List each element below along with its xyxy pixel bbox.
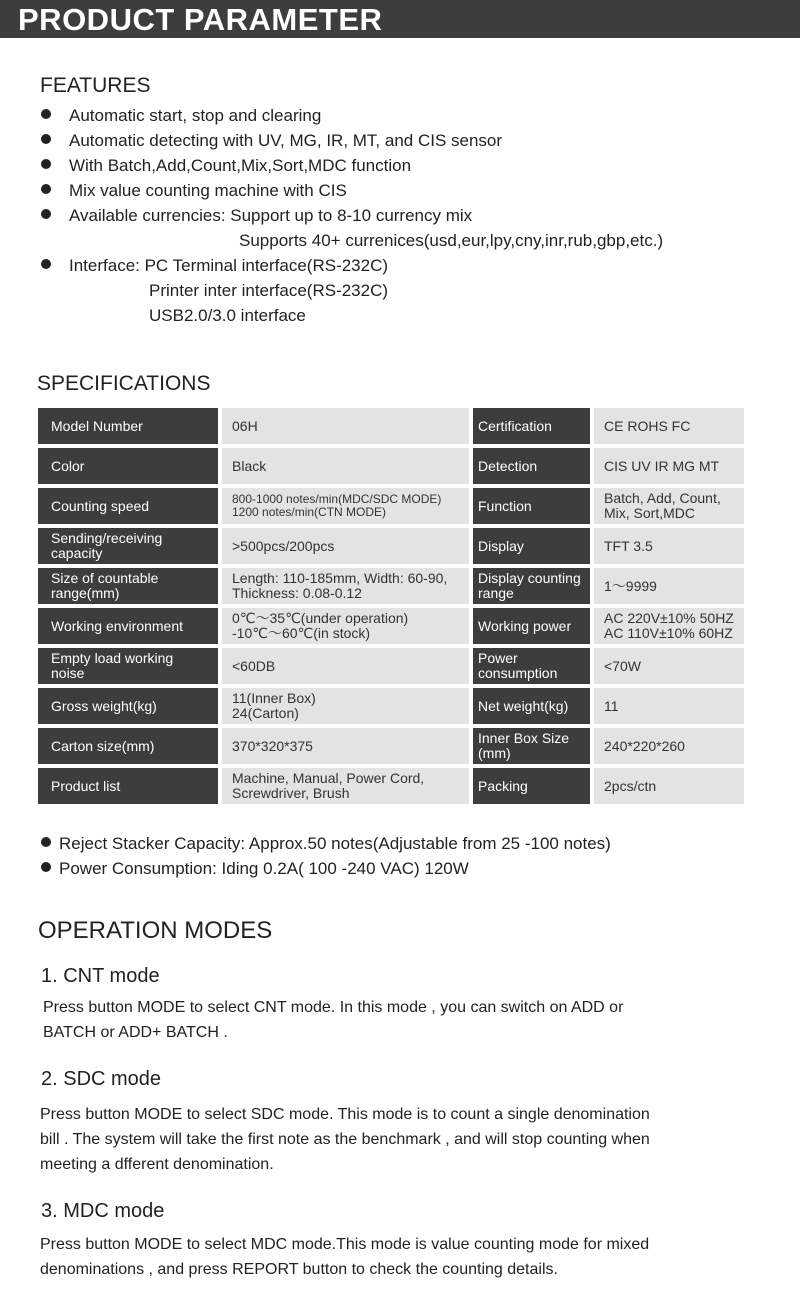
mode-title: 2. SDC mode — [41, 1068, 162, 1090]
mode-description-line: Press button MODE to select CNT mode. In this mode , you can switch on ADD or — [43, 999, 624, 1016]
feature-text: Printer inter interface(RS-232C) — [149, 281, 389, 300]
spec-label-text: Detection — [478, 457, 538, 474]
spec-label-text: Packing — [478, 777, 528, 794]
bullet-icon — [41, 837, 51, 847]
spec-value-text: Length: 110-185mm, Width: 60-90, Thickness: 0.08-0.12 — [232, 570, 448, 601]
spec-value-text: TFT 3.5 — [604, 537, 653, 554]
spec-value — [594, 688, 744, 724]
spec-label — [473, 528, 590, 564]
spec-label-text: Size of countable range(mm) — [51, 570, 159, 601]
feature-text: Interface: PC Terminal interface(RS-232C) — [69, 256, 389, 275]
header-banner — [0, 0, 800, 38]
spec-label — [473, 408, 590, 444]
bullet-icon — [41, 259, 51, 269]
spec-value — [594, 408, 744, 444]
spec-label — [473, 728, 590, 764]
spec-value — [594, 728, 744, 764]
mode-title: 3. MDC mode — [41, 1200, 165, 1222]
spec-label-text: Working power — [478, 617, 572, 634]
spec-label — [38, 568, 218, 604]
spec-label-text: Net weight(kg) — [478, 697, 569, 714]
feature-text: USB2.0/3.0 interface — [149, 306, 306, 325]
mode-description — [40, 1232, 649, 1282]
spec-label — [473, 448, 590, 484]
spec-label-text: Power consumption — [478, 650, 558, 681]
mode-description-line: Press button MODE to select MDC mode.This mode is value counting mode for mixed — [40, 1236, 650, 1253]
spec-label — [473, 688, 590, 724]
spec-value-text: 06H — [232, 417, 258, 434]
spec-value — [222, 568, 469, 604]
spec-label-text: Working environment — [51, 617, 184, 634]
spec-value — [222, 648, 469, 684]
spec-value-text: CE ROHS FC — [604, 417, 691, 434]
spec-value — [594, 448, 744, 484]
features-heading: FEATURES — [40, 74, 151, 97]
spec-label-text: Product list — [51, 777, 121, 794]
spec-label — [38, 648, 218, 684]
spec-value-text: 1～9999 — [604, 577, 657, 594]
spec-label-text: Certification — [478, 417, 552, 434]
spec-value-text: Batch, Add, Count, Mix, Sort,MDC — [604, 490, 721, 521]
spec-value — [222, 728, 469, 764]
spec-value — [222, 688, 469, 724]
bullet-icon — [41, 862, 51, 872]
spec-label — [38, 408, 218, 444]
spec-note-text: Power Consumption: Iding 0.2A( 100 -240 VAC) 120W — [59, 859, 469, 878]
spec-label — [38, 728, 218, 764]
bullet-icon — [41, 159, 51, 169]
spec-label-text: Inner Box Size (mm) — [478, 730, 570, 761]
spec-label — [38, 608, 218, 644]
spec-label — [473, 488, 590, 524]
feature-text: Automatic start, stop and clearing — [69, 106, 322, 125]
spec-label-text: Display — [478, 537, 524, 554]
spec-value — [594, 648, 744, 684]
spec-label-text: Display counting range — [478, 570, 581, 601]
spec-value-text: AC 220V±10% 50HZ AC 110V±10% 60HZ — [604, 610, 734, 641]
spec-value-text: 240*220*260 — [604, 737, 685, 754]
operation-modes-heading: OPERATION MODES — [38, 917, 273, 944]
spec-label-text: Model Number — [51, 417, 143, 434]
page-title: PRODUCT PARAMETER — [18, 2, 383, 37]
spec-value — [222, 768, 469, 804]
spec-label-text: Gross weight(kg) — [51, 697, 157, 714]
spec-label-text: Sending/receiving capacity — [51, 530, 163, 561]
mode-description — [40, 1102, 650, 1177]
spec-value — [594, 768, 744, 804]
feature-text: Automatic detecting with UV, MG, IR, MT, and CIS sensor — [69, 131, 503, 150]
spec-value-text: <60DB — [232, 657, 276, 674]
feature-text: Available currencies: Support up to 8-10 currency mix — [69, 206, 473, 225]
spec-label — [473, 768, 590, 804]
spec-value-text: Black — [232, 457, 267, 474]
spec-value-text: 370*320*375 — [232, 737, 313, 754]
spec-value-text: 2pcs/ctn — [604, 777, 657, 794]
specifications-heading: SPECIFICATIONS — [37, 372, 211, 395]
spec-value — [594, 528, 744, 564]
spec-label — [38, 528, 218, 564]
spec-value — [222, 608, 469, 644]
spec-value — [222, 448, 469, 484]
spec-value-text: Machine, Manual, Power Cord, Screwdriver, Brush — [232, 770, 425, 801]
spec-value-text: 0℃～35℃(under operation) -10℃～60℃(in stock) — [232, 610, 409, 641]
spec-value-text: 11(Inner Box) 24(Carton) — [232, 690, 316, 721]
mode-title: 1. CNT mode — [41, 965, 160, 987]
spec-label — [473, 608, 590, 644]
spec-label-text: Counting speed — [51, 497, 150, 514]
spec-value-text: CIS UV IR MG MT — [604, 457, 720, 474]
bullet-icon — [41, 209, 51, 219]
mode-description-line: Press button MODE to select SDC mode. This mode is to count a single denomination — [40, 1106, 650, 1123]
spec-label-text: Carton size(mm) — [51, 737, 155, 754]
feature-text: Mix value counting machine with CIS — [69, 181, 347, 200]
mode-description-line: BATCH or ADD+ BATCH . — [43, 1024, 228, 1041]
spec-value-text: 800-1000 notes/min(MDC/SDC MODE) 1200 notes/min(CTN MODE) — [232, 492, 442, 519]
specifications-table — [38, 408, 744, 804]
spec-label — [38, 448, 218, 484]
spec-value-text: <70W — [604, 657, 641, 674]
spec-value — [222, 408, 469, 444]
spec-label — [38, 768, 218, 804]
spec-value — [222, 528, 469, 564]
spec-value-text: >500pcs/200pcs — [232, 537, 335, 554]
bullet-icon — [41, 109, 51, 119]
feature-text: With Batch,Add,Count,Mix,Sort,MDC function — [69, 156, 412, 175]
spec-label — [38, 688, 218, 724]
spec-label — [473, 648, 590, 684]
bullet-icon — [41, 134, 51, 144]
spec-value — [222, 488, 469, 524]
spec-label-text: Color — [51, 457, 85, 474]
mode-description — [43, 995, 623, 1045]
spec-label — [473, 568, 590, 604]
spec-value — [594, 488, 744, 524]
spec-note-text: Reject Stacker Capacity: Approx.50 notes(Adjustable from 25 -100 notes) — [59, 834, 611, 853]
spec-value — [594, 608, 744, 644]
spec-label — [38, 488, 218, 524]
spec-label-text: Empty load working noise — [51, 650, 174, 681]
mode-description-line: bill . The system will take the first note as the benchmark , and will stop counting when — [40, 1131, 650, 1148]
mode-description-line: denominations , and press REPORT button to check the counting details. — [40, 1261, 558, 1278]
spec-label-text: Function — [478, 497, 532, 514]
spec-value — [594, 568, 744, 604]
spec-value-text: 11 — [604, 697, 619, 714]
feature-text: Supports 40+ currenices(usd,eur,lpy,cny,inr,rub,gbp,etc.) — [239, 231, 664, 250]
bullet-icon — [41, 184, 51, 194]
mode-description-line: meeting a dfferent denomination. — [40, 1156, 274, 1173]
